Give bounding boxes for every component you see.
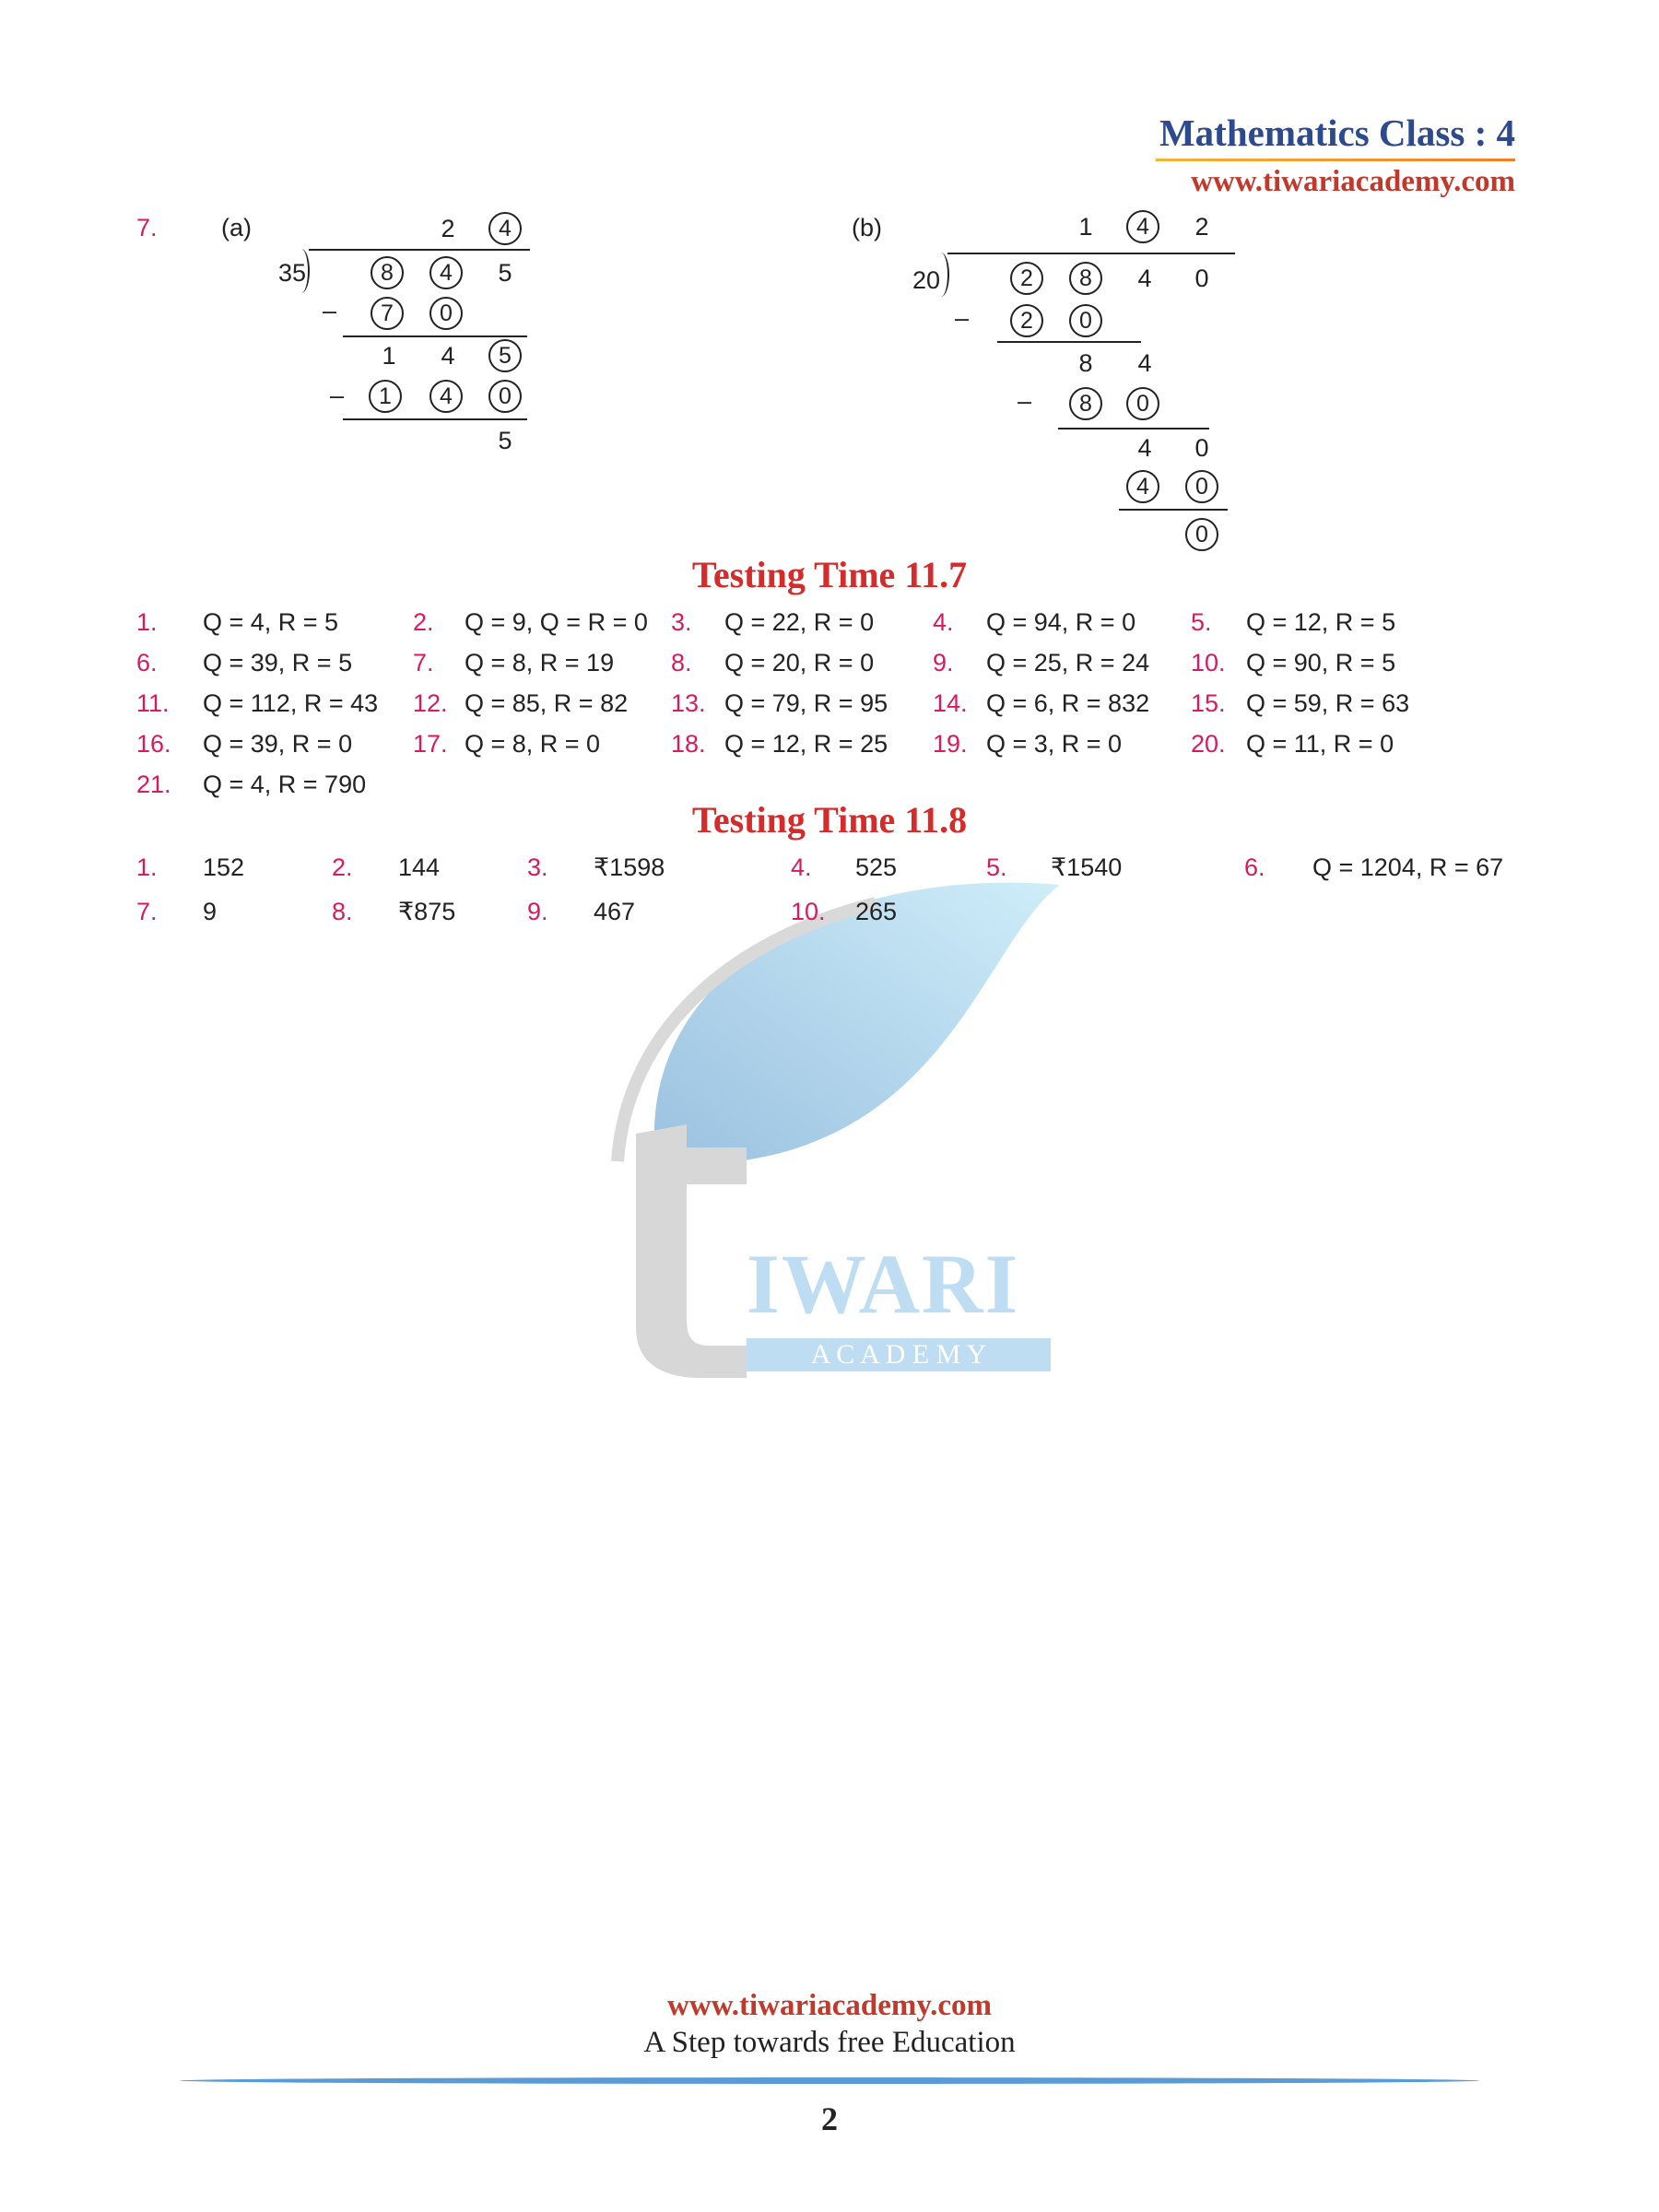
answer-value: Q = 8, R = 0: [465, 730, 601, 758]
remainder-digit: 8: [1078, 349, 1093, 377]
answer-number: 3.: [527, 853, 548, 881]
answer-value: 144: [398, 853, 441, 881]
divisor: 20: [912, 266, 941, 294]
minus-sign: –: [330, 382, 345, 409]
answer-number: 20.: [1191, 730, 1226, 758]
final-remainder-circled: 0: [1185, 518, 1218, 551]
answer-number: 2.: [413, 608, 434, 636]
answer-number: 11.: [136, 689, 170, 717]
subtract-digit-circled: 1: [369, 380, 402, 413]
answer-number: 5.: [986, 853, 1007, 881]
dividend-digit-circled: 4: [429, 256, 463, 289]
answer-number: 2.: [332, 853, 353, 881]
quotient-digit: 1: [1078, 213, 1093, 241]
watermark-word: IWARI: [747, 1237, 1020, 1331]
final-remainder: 5: [498, 427, 512, 454]
answer-number: 16.: [136, 730, 171, 758]
answer-number: 7.: [136, 898, 158, 925]
page-number: 2: [821, 2100, 838, 2137]
watermark-sub: A C A D E M Y: [747, 1338, 1051, 1371]
subtract-digit-circled: 0: [429, 297, 463, 330]
answer-number: 17.: [413, 730, 448, 758]
answer-value: Q = 90, R = 5: [1246, 649, 1396, 677]
minus-sign: –: [323, 297, 337, 324]
answer-value: Q = 94, R = 0: [986, 608, 1136, 636]
quotient-digit: 2: [1194, 213, 1209, 241]
answer-number: 14.: [933, 689, 968, 717]
remainder-digit: 4: [1137, 349, 1152, 377]
answer-value: Q = 59, R = 63: [1246, 689, 1410, 717]
answer-value: ₹1598: [594, 853, 665, 881]
answer-number: 4.: [933, 608, 954, 636]
remainder-digit: 4: [441, 342, 455, 370]
answer-value: 9: [203, 898, 218, 925]
answer-value: Q = 1204, R = 67: [1312, 853, 1504, 881]
subtract-digit-circled: 7: [371, 297, 404, 330]
header-url[interactable]: www.tiwariacademy.com: [1191, 165, 1515, 198]
footer-tagline: A Step towards free Education: [643, 2026, 1016, 2059]
answer-value: Q = 85, R = 82: [465, 689, 629, 717]
answer-value: 152: [203, 853, 245, 881]
answer-value: Q = 4, R = 5: [203, 608, 339, 636]
answer-number: 8.: [671, 649, 692, 677]
answer-value: 467: [594, 898, 636, 925]
answer-value: Q = 4, R = 790: [203, 771, 367, 798]
header-title: Mathematics Class : 4: [1159, 112, 1515, 154]
answer-number: 6.: [136, 649, 158, 677]
section-title-11-7: Testing Time 11.7: [691, 554, 968, 595]
subtract-digit-circled: 0: [1185, 470, 1218, 503]
answer-value: Q = 9, Q = R = 0: [465, 608, 648, 636]
answer-value: Q = 12, R = 25: [724, 730, 888, 758]
answer-number: 15.: [1191, 689, 1226, 717]
divisor: 35: [277, 259, 307, 287]
subtract-digit-circled: 4: [1126, 470, 1159, 503]
answer-number: 18.: [671, 730, 706, 758]
answer-number: 9.: [527, 898, 548, 925]
answer-value: Q = 112, R = 43: [203, 689, 379, 717]
answer-number: 21.: [136, 771, 171, 798]
question-number: 7.: [136, 214, 158, 241]
answer-value: Q = 79, R = 95: [724, 689, 888, 717]
answer-value: Q = 8, R = 19: [465, 649, 615, 677]
answer-number: 3.: [671, 608, 692, 636]
answer-value: Q = 12, R = 5: [1246, 608, 1396, 636]
answer-value: Q = 39, R = 5: [203, 649, 353, 677]
dividend-digit-circled: 2: [1010, 262, 1043, 295]
subtract-digit-circled: 0: [488, 380, 522, 413]
answer-value: Q = 22, R = 0: [724, 608, 875, 636]
answer-number: 1.: [136, 853, 158, 881]
answer-value: Q = 25, R = 24: [986, 649, 1150, 677]
subtract-digit-circled: 0: [1126, 387, 1159, 420]
remainder-digit: 0: [1194, 434, 1209, 462]
subtract-digit-circled: 0: [1069, 304, 1102, 337]
subtract-digit-circled: 8: [1069, 387, 1102, 420]
minus-sign: –: [1018, 387, 1032, 415]
part-label: (a): [221, 214, 252, 241]
dividend-digit: 0: [1194, 265, 1209, 292]
remainder-digit-circled: 5: [488, 339, 522, 372]
footer-url[interactable]: www.tiwariacademy.com: [667, 1989, 992, 2022]
answer-number: 10.: [1191, 649, 1226, 677]
remainder-digit: 1: [382, 342, 396, 370]
quotient-digit-circled: 4: [1126, 210, 1159, 243]
part-label: (b): [852, 214, 882, 241]
dividend-digit-circled: 8: [371, 256, 404, 289]
answer-value: ₹1540: [1051, 853, 1123, 881]
answer-number: 4.: [791, 853, 812, 881]
dividend-digit: 4: [1137, 265, 1152, 292]
subtract-digit-circled: 4: [429, 380, 463, 413]
answer-value: Q = 11, R = 0: [1246, 730, 1394, 758]
answer-number: 5.: [1191, 608, 1212, 636]
quotient-digit: 2: [441, 215, 455, 242]
answer-number: 9.: [933, 649, 954, 677]
subtract-digit-circled: 2: [1010, 304, 1043, 337]
remainder-digit: 4: [1137, 434, 1152, 462]
answer-value: 525: [855, 853, 898, 881]
answer-number: 12.: [413, 689, 448, 717]
quotient-digit-circled: 4: [488, 212, 522, 245]
answer-value: Q = 20, R = 0: [724, 649, 875, 677]
answer-number: 1.: [136, 608, 158, 636]
answer-number: 10.: [791, 898, 826, 925]
answer-value: ₹875: [398, 898, 456, 925]
minus-sign: –: [955, 304, 970, 332]
answer-number: 13.: [671, 689, 706, 717]
answer-number: 19.: [933, 730, 968, 758]
answer-number: 8.: [332, 898, 353, 925]
answer-number: 6.: [1244, 853, 1265, 881]
answer-value: 265: [855, 898, 898, 925]
answer-value: Q = 6, R = 832: [986, 689, 1150, 717]
dividend-digit-circled: 8: [1069, 262, 1102, 295]
answer-value: Q = 3, R = 0: [986, 730, 1123, 758]
answers-11-8: [0, 0, 1659, 1014]
answer-number: 7.: [413, 649, 434, 677]
answer-value: Q = 39, R = 0: [203, 730, 353, 758]
footer-rule: [180, 2077, 1479, 2084]
section-title-11-8: Testing Time 11.8: [691, 799, 968, 841]
dividend-digit: 5: [498, 259, 512, 287]
